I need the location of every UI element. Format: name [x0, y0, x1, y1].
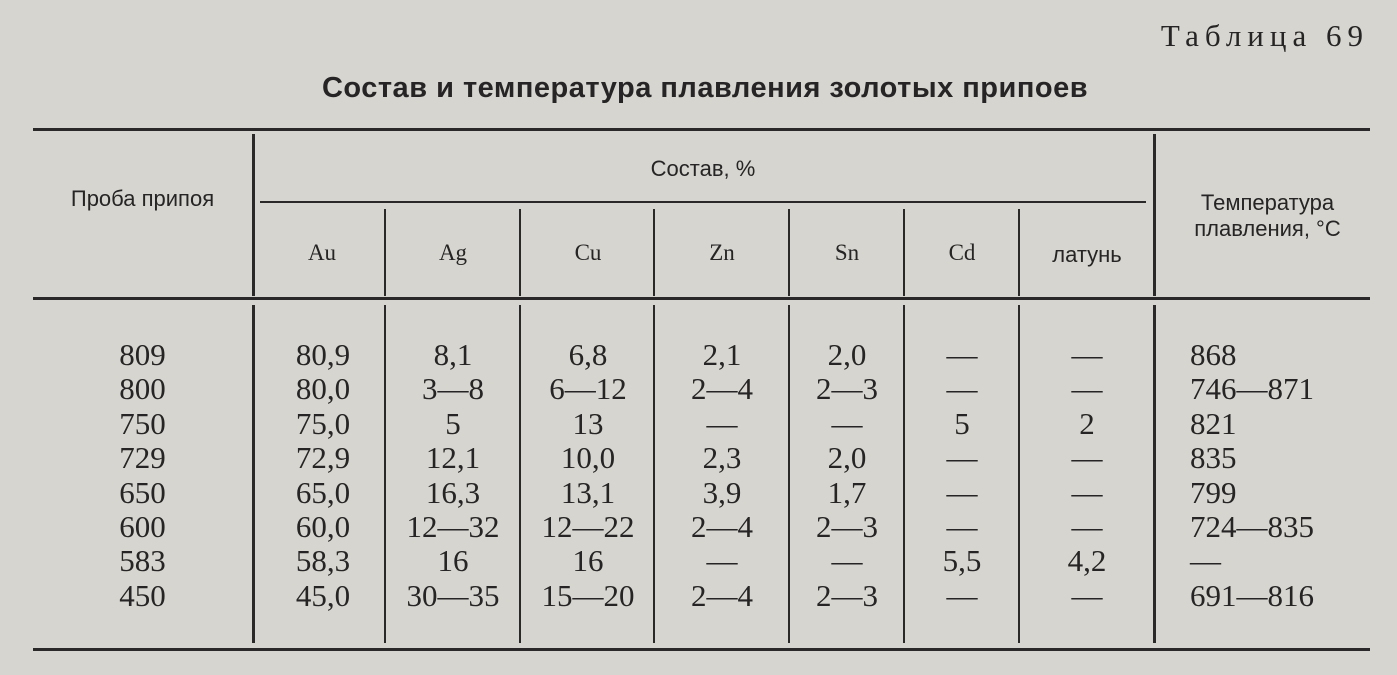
- cell-au: 60,0: [295, 509, 351, 544]
- composition-rule: [260, 201, 1146, 203]
- body-divider: [788, 305, 790, 643]
- header-element-4: Sn: [834, 240, 860, 265]
- cell-temp: 868: [1190, 337, 1237, 372]
- header-element-1: Ag: [438, 240, 468, 265]
- cell-cu: 16: [572, 543, 604, 579]
- body-divider: [1018, 305, 1020, 643]
- cell-zn: 2,3: [702, 440, 742, 476]
- cell-probe: 800: [119, 371, 166, 407]
- header-divider: [384, 209, 386, 296]
- cell-cd: —: [946, 509, 978, 544]
- cell-au: 58,3: [295, 543, 351, 579]
- header-divider: [1018, 209, 1020, 296]
- cell-au: 80,0: [295, 371, 351, 407]
- cell-temp: 835: [1190, 440, 1237, 476]
- cell-brass: —: [1071, 474, 1103, 510]
- cell-temp: 799: [1190, 474, 1237, 510]
- cell-ag: 3—8: [422, 371, 484, 407]
- header-bottom-rule: [33, 297, 1370, 300]
- cell-cu: 13,1: [560, 474, 616, 510]
- table-title: Состав и температура плавления золотых припоев: [321, 72, 1089, 104]
- body-divider: [384, 305, 386, 643]
- cell-ag: 8,1: [433, 337, 473, 372]
- cell-sn: —: [831, 543, 863, 579]
- cell-zn: 2—4: [691, 371, 753, 407]
- header-divider: [252, 134, 255, 296]
- cell-brass: —: [1071, 577, 1103, 613]
- header-element-0: Au: [307, 240, 337, 265]
- cell-cu: 13: [572, 405, 604, 441]
- cell-zn: —: [706, 543, 738, 579]
- cell-brass: —: [1071, 371, 1103, 407]
- body-divider: [1153, 305, 1156, 643]
- cell-brass: 2: [1079, 405, 1095, 441]
- header-divider: [653, 209, 655, 296]
- cell-temp: 724—835: [1190, 509, 1314, 544]
- header-element-5: Cd: [948, 240, 976, 265]
- header-divider: [519, 209, 521, 296]
- cell-cd: —: [946, 337, 978, 372]
- cell-sn: 1,7: [827, 474, 867, 510]
- cell-brass: —: [1071, 509, 1103, 544]
- bottom-rule: [33, 648, 1370, 651]
- cell-zn: 2—4: [691, 577, 753, 613]
- cell-cd: 5: [954, 405, 970, 441]
- cell-zn: 2—4: [691, 509, 753, 544]
- cell-sn: 2,0: [827, 337, 867, 372]
- header-probe: Проба припоя: [70, 186, 215, 211]
- cell-cu: 15—20: [541, 577, 635, 613]
- cell-ag: 16,3: [425, 474, 481, 510]
- cell-cd: —: [946, 440, 978, 476]
- cell-au: 45,0: [295, 577, 351, 613]
- cell-temp: 821: [1190, 405, 1237, 441]
- cell-zn: 2,1: [702, 337, 742, 372]
- cell-ag: 5: [445, 405, 461, 441]
- cell-au: 75,0: [295, 405, 351, 441]
- top-rule: [33, 128, 1370, 131]
- cell-temp: —: [1190, 543, 1221, 579]
- cell-cd: —: [946, 371, 978, 407]
- cell-probe: 650: [119, 474, 166, 510]
- header-element-2: Cu: [574, 240, 602, 265]
- header-temperature: Температура плавления, °С: [1194, 190, 1341, 241]
- cell-probe: 450: [119, 577, 166, 613]
- cell-ag: 30—35: [406, 577, 500, 613]
- cell-cu: 10,0: [560, 440, 616, 476]
- cell-probe: 750: [119, 405, 166, 441]
- cell-sn: 2—3: [816, 577, 878, 613]
- cell-ag: 16: [437, 543, 469, 579]
- cell-sn: —: [831, 405, 863, 441]
- cell-temp: 691—816: [1190, 577, 1314, 613]
- cell-cd: —: [946, 474, 978, 510]
- cell-au: 65,0: [295, 474, 351, 510]
- body-divider: [903, 305, 905, 643]
- cell-probe: 729: [119, 440, 166, 476]
- cell-au: 80,9: [295, 337, 351, 372]
- cell-sn: 2—3: [816, 509, 878, 544]
- cell-probe: 583: [119, 543, 166, 579]
- cell-zn: 3,9: [702, 474, 742, 510]
- body-divider: [653, 305, 655, 643]
- cell-brass: 4,2: [1067, 543, 1107, 579]
- header-composition: Состав, %: [650, 156, 756, 181]
- header-divider: [1153, 134, 1156, 296]
- cell-cd: 5,5: [942, 543, 982, 579]
- cell-zn: —: [706, 405, 738, 441]
- header-element-6: латунь: [1052, 242, 1122, 267]
- table-number: Таблица 69: [1160, 18, 1369, 53]
- cell-temp: 746—871: [1190, 371, 1314, 407]
- cell-sn: 2—3: [816, 371, 878, 407]
- body-divider: [519, 305, 521, 643]
- cell-probe: 809: [119, 337, 166, 372]
- cell-cu: 12—22: [541, 509, 635, 544]
- cell-cd: —: [946, 577, 978, 613]
- cell-sn: 2,0: [827, 440, 867, 476]
- cell-probe: 600: [119, 509, 166, 544]
- cell-cu: 6—12: [549, 371, 627, 407]
- cell-cu: 6,8: [568, 337, 608, 372]
- header-element-3: Zn: [709, 240, 735, 265]
- cell-ag: 12—32: [406, 509, 500, 544]
- header-divider: [903, 209, 905, 296]
- cell-brass: —: [1071, 337, 1103, 372]
- cell-au: 72,9: [295, 440, 351, 476]
- body-divider: [252, 305, 255, 643]
- cell-ag: 12,1: [425, 440, 481, 476]
- cell-brass: —: [1071, 440, 1103, 476]
- header-divider: [788, 209, 790, 296]
